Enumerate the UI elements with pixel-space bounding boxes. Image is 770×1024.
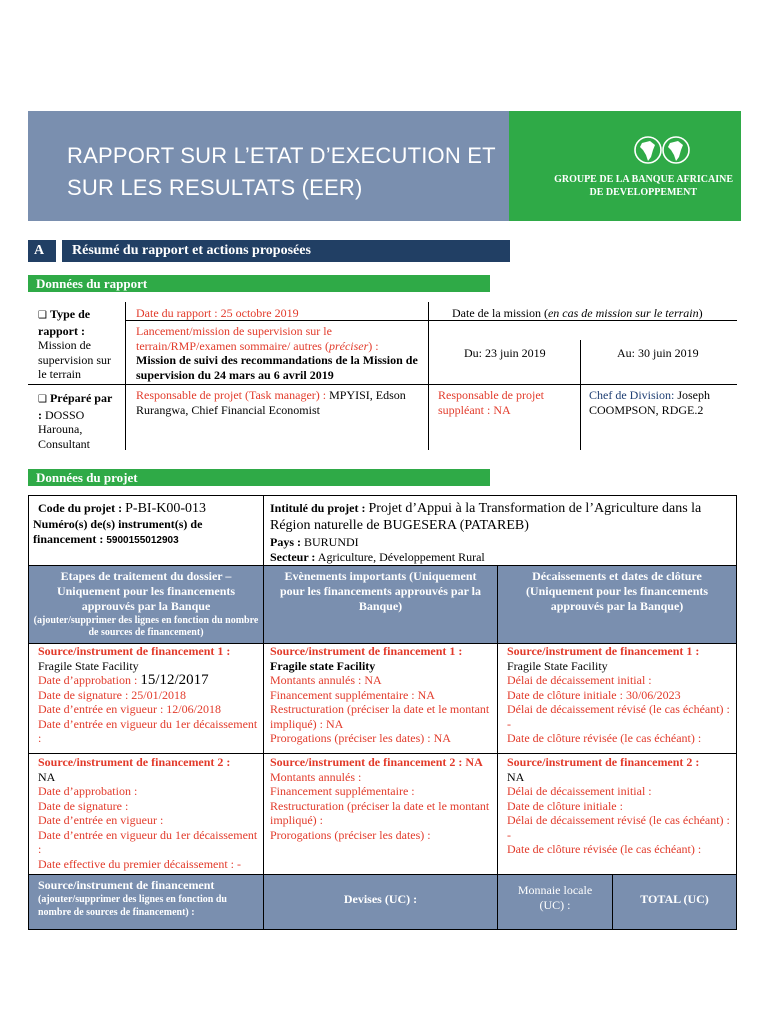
- row1-decaissements: Source/instrument de financement 1 : Fragile State Facility Délai de décaissement initial : Date de clôture initiale : 30/06/2023 Délai de décaissement révisé (le cas échéant) : - Date de clôture révisée (le cas échéant) :: [507, 644, 730, 745]
- row2-etapes: Source/instrument de financement 2 : NA Date d’approbation : Date de signature : Date d’entrée en vigueur : Date d’entrée en vigueur du 1er décaissement : Date effective du premier décaissement : -: [38, 755, 258, 871]
- suppleant-cell: Responsable de projet suppléant : NA: [438, 388, 544, 417]
- checkbox-icon[interactable]: ❑: [38, 310, 47, 321]
- donnees-projet-heading: Données du projet: [28, 469, 490, 486]
- mission-description: Mission de suivi des recommandations de la Mission de supervision du 24 mars au 6 avril 2019: [136, 353, 418, 382]
- lancement-cell: [136, 324, 426, 382]
- type-rapport-value: Mission de supervision sur le terrain: [38, 338, 111, 381]
- report-title-line1: RAPPORT SUR L’ETAT D’EXECUTION ET: [67, 143, 496, 168]
- section-title: Résumé du rapport et actions proposées: [62, 240, 510, 262]
- lancement-line1: Lancement/mission de supervision sur le: [136, 324, 332, 338]
- header-decaissements: Décaissements et dates de clôture (Uniquement pour les financements approuvés par la Banque): [498, 566, 736, 643]
- responsable-label: Responsable de projet (Task manager) :: [136, 388, 327, 402]
- mission-end-date: Au: 30 juin 2019: [617, 346, 699, 360]
- footer-devises-cell: Devises (UC) :: [264, 875, 497, 929]
- footer-total-cell: TOTAL (UC): [613, 875, 736, 929]
- responsable-value: MPYISI, Edson Rurangwa, Chief Financial Economist: [136, 388, 406, 417]
- type-rapport-cell: [38, 307, 118, 382]
- header-org-panel: [509, 111, 741, 221]
- report-title: [67, 140, 497, 204]
- pays: Pays : BURUNDI: [270, 535, 359, 549]
- header-etapes: Etapes de traitement du dossier – Uniquement pour les financements approuvés par la Banque (ajouter/supprimer des lignes en fonction du nombre de sources de financement): [29, 566, 263, 643]
- footer-monnaie-cell: Monnaie locale (UC) :: [498, 875, 612, 929]
- secteur: Secteur : Agriculture, Développement Rural: [270, 550, 485, 564]
- prepare-par-label: Préparé par :: [38, 391, 113, 422]
- numero-instrument: Numéro(s) de(s) instrument(s) de financement : 5900155012903: [33, 517, 203, 546]
- date-mission-header: Date de la mission (en cas de mission sur le terrain): [452, 306, 703, 320]
- mission-start-date: Du: 23 juin 2019: [464, 346, 546, 360]
- chef-division-cell: [589, 388, 735, 417]
- footer-source-cell: Source/instrument de financement (ajouter/supprimer des lignes en fonction du nombre de sources de financement) :: [29, 875, 263, 929]
- header-evenements: Evènements importants (Uniquement pour les financements approuvés par la Banque): [264, 566, 497, 643]
- type-rapport-label: Type de rapport :: [38, 307, 91, 338]
- chef-division-label: Chef de Division:: [589, 388, 675, 402]
- intitule-projet: Intitulé du projet : Projet d’Appui à la Transformation de l’Agriculture dans la Région naturelle de BUGESERA (PATAREB): [270, 501, 702, 533]
- row1-etapes: Source/instrument de financement 1 : Fragile State Facility Date d’approbation : 15/12/2017 Date de signature : 25/01/2018 Date d’entrée en vigueur : 12/06/2018 Date d’entrée en vigueur du 1er décaissement :: [38, 644, 258, 745]
- org-name-line2: DE DEVELOPPEMENT: [589, 187, 697, 198]
- date-rapport: Date du rapport : 25 octobre 2019: [136, 306, 299, 320]
- row1-evenements: Source/instrument de financement 1 : Fragile state Facility Montants annulés : NA Financement supplémentaire : NA Restructuration (préciser la date et le montant impliqué) : NA Prorogations (préciser les dates) : NA: [270, 644, 490, 745]
- report-title-line2: SUR LES RESULTATS (EER): [67, 175, 363, 200]
- prepare-par-value: DOSSO Harouna, Consultant: [38, 407, 91, 451]
- donnees-rapport-heading: Données du rapport: [28, 275, 490, 292]
- checkbox-icon[interactable]: ❑: [38, 394, 47, 405]
- responsable-cell: [136, 388, 426, 417]
- row2-decaissements: Source/instrument de financement 2 : NA Délai de décaissement initial : Date de clôture initiale : Délai de décaissement révisé (le cas échéant) : - Date de clôture révisée (le cas échéant) :: [507, 755, 730, 856]
- chef-division-value: Joseph COOMPSON, RDGE.2: [589, 388, 710, 417]
- org-name-line1: GROUPE DE LA BANQUE AFRICAINE: [554, 174, 733, 185]
- row2-evenements: Source/instrument de financement 2 : NA Montants annulés : Financement supplémentaire : Restructuration (préciser la date et le montant impliqué) : Prorogations (préciser les dates) :: [270, 755, 490, 842]
- code-projet: Code du projet : P-BI-K00-013: [38, 501, 207, 516]
- lancement-line2: terrain/RMP/examen sommaire/ autres (préciser) :: [136, 338, 379, 353]
- section-letter: A: [28, 240, 56, 262]
- prepare-par-cell: [38, 391, 118, 451]
- afdb-africa-logo-icon: [634, 135, 690, 172]
